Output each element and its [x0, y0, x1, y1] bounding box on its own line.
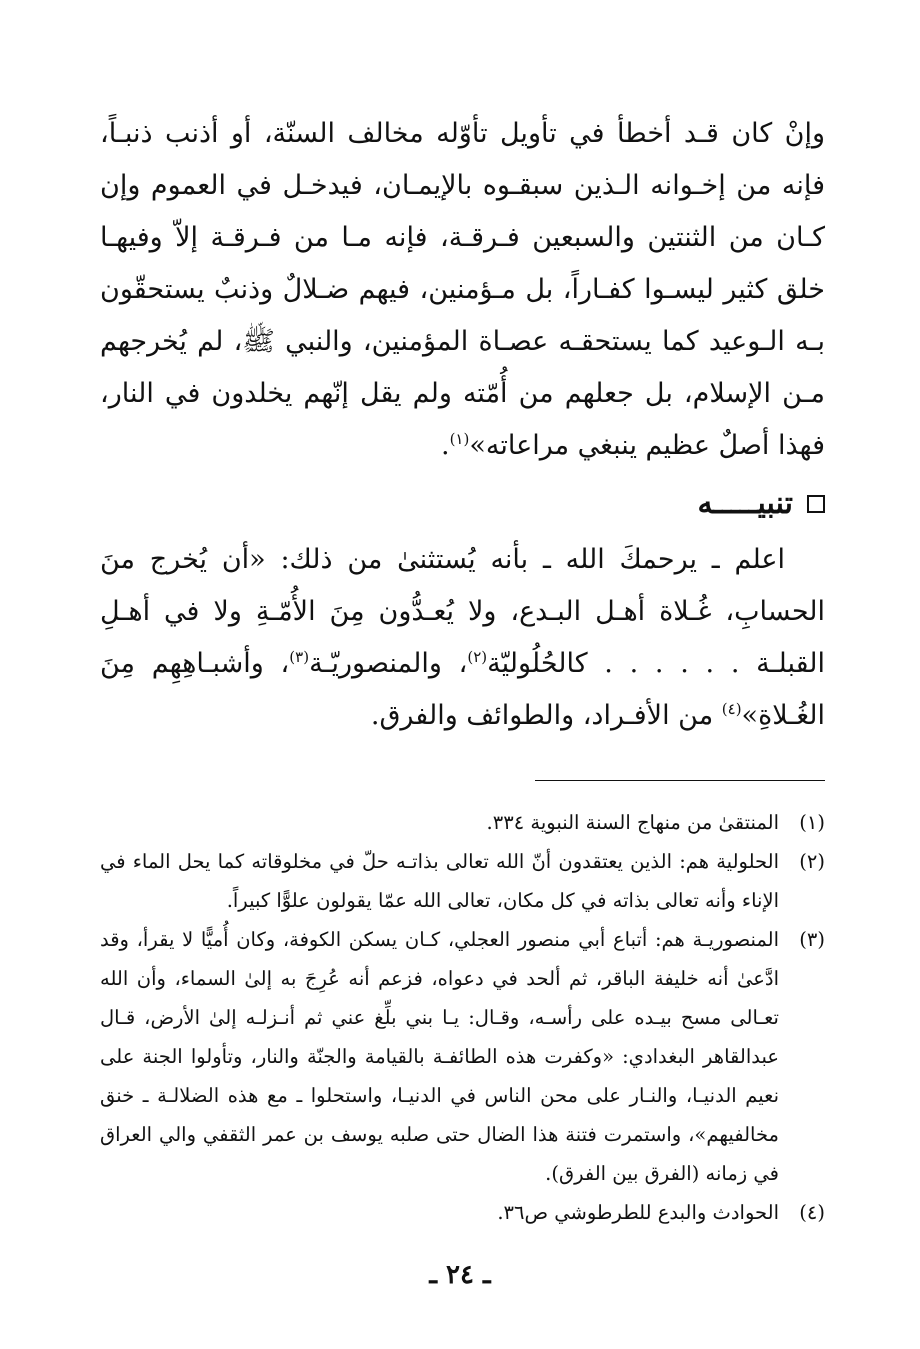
- heading-text: تنبيـــــه: [697, 486, 793, 521]
- footnote-item: [100, 803, 825, 842]
- paragraph-1-text: وإنْ كان قـد أخطأ في تأويل تأوّله مخالف السنّة، أو أذنب ذنبـاً، فإنه من إخـوانه الـذين سبقـوه بالإيمـان، فيدخـل في العموم وإن كـان من الثنتين والسبعين فـرقـة، فإنه مـا من فـرقـة إلاّ وفيهـا خلق كثير ليسـوا كفـاراً، بل مـؤمنين، فيهم ضـلالٌ وذنبٌ يستحقّون بـه الـوعيد كما يستحقـه عصـاة المؤمنين، والنبي ﷺ، لم يُخرجهم مـن الإسلام، بل جعلهم من أُمّته ولم يقل إنّهم يخلدون في النار، فهذا أصلٌ عظيم ينبغي مراعاته»: [100, 118, 825, 461]
- footnote-item: [100, 842, 825, 920]
- paragraph-2-part-d: من الأفـراد، والطوائف والفرق.: [370, 700, 722, 731]
- footnote-number: (٣): [799, 928, 825, 951]
- paragraph-1: [100, 108, 825, 472]
- page-number: ـ ٢٤ ـ: [429, 1260, 491, 1290]
- paragraph-2: [100, 534, 825, 742]
- paragraph-2-part-b: ، والمنصوريّـة: [309, 648, 468, 679]
- footnote-ref-4: (٤): [721, 700, 742, 718]
- section-heading: [100, 480, 825, 528]
- paragraph-2-part-a: اعلم ـ يرحمكَ الله ـ بأنه يُستثنىٰ من ذلك: «أن يُخرج منَ الحسابِ، غُـلاة أهـل البـدع، ولا يُعـدُّون مِنَ الأُمّـةِ ولا في أهـلِ القبلـة . . . . . . كالحُلُوليّة: [100, 544, 825, 679]
- footnote-text: المنصوريـة هم: أتباع أبي منصور العجلي، كـان يسكن الكوفة، وكان أُميًّا لا يقرأ، وقد ادَّعىٰ أنه خليفة الباقر، ثم ألحد في دعواه، فزعم أنه عُرِجَ به إلىٰ السماء، وأن الله تعـالى مسح بيـده على رأسـه، وقـال: يـا بني بلِّغ عني ثم أنـزلـه إلىٰ الأرض، قـال عبدالقاهر البغدادي: «وكفرت هذه الطائفـة بالقيامة والجنّة والنار، وتأولوا الجنة على نعيم الدنيـا، والنـار على محن الناس في الدنيـا، واستحلوا ـ مع هذه الضلالـة ـ خنق مخالفيهم»، واستمرت فتنة هذا الضال حتى صلبه يوسف بن عمر الثقفي والي العراق في زمانه (الفرق بين الفرق).: [100, 928, 779, 1185]
- footnote-item: [100, 1193, 825, 1232]
- main-text: [100, 108, 825, 742]
- footnote-text: الحوادث والبدع للطرطوشي ص٣٦.: [497, 1201, 779, 1224]
- footnote-item: [100, 920, 825, 1193]
- footnote-number: (٢): [799, 850, 825, 873]
- footnote-text: الحلولية هم: الذين يعتقدون أنّ الله تعالى بذاتـه حلّ في مخلوقاته كما يحل الماء في الإناء وأنه تعالى بذاته في كل مكان، تعالى الله عمّا يقولون علوًّا كبيراً.: [100, 850, 779, 912]
- book-page: [100, 108, 825, 1308]
- footnote-number: (٤): [799, 1201, 825, 1224]
- paragraph-1-end: .: [440, 430, 450, 461]
- paragraph-2-part-c: ، وأشبـاهِهِم مِنَ الغُـلاةِ»: [100, 648, 825, 731]
- footnote-ref-2: (٢): [467, 648, 488, 666]
- footnote-number: (١): [799, 811, 825, 834]
- square-bullet-icon: [807, 495, 825, 513]
- footnote-divider: [535, 780, 825, 781]
- footnote-ref-1: (١): [449, 430, 470, 448]
- footnote-ref-3: (٣): [289, 648, 310, 666]
- footnote-text: المنتقىٰ من منهاج السنة النبوية ٣٣٤.: [486, 811, 779, 834]
- footnotes: [100, 803, 825, 1232]
